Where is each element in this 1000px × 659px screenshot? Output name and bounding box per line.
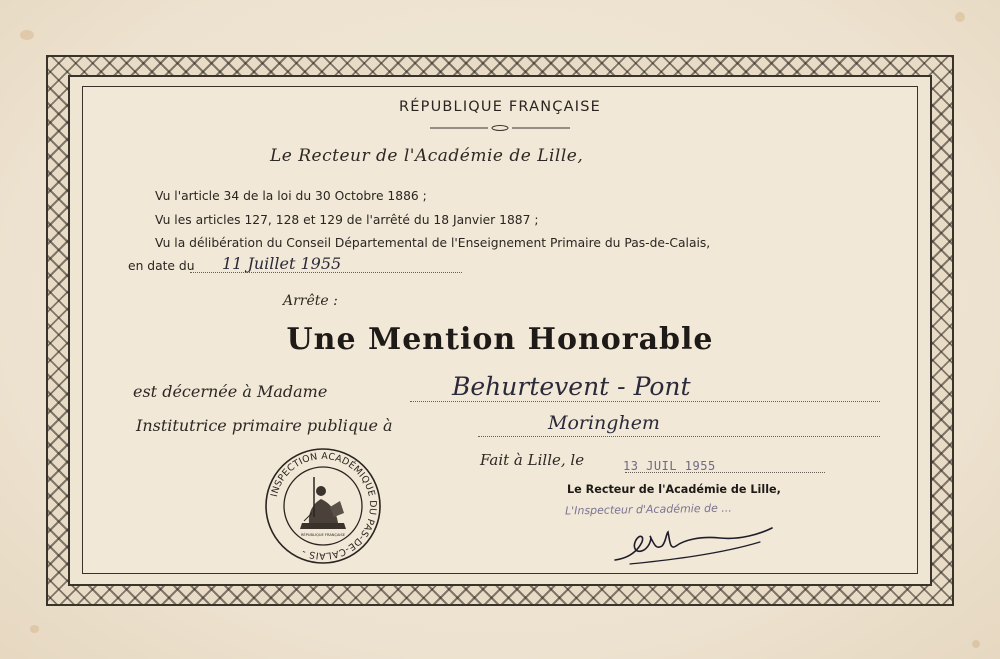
issuer-line: Le Recteur de l'Académie de Lille, — [270, 146, 584, 166]
date-label: en date du — [128, 259, 195, 273]
academy-seal — [264, 447, 382, 565]
heading-ornament — [430, 124, 570, 132]
recital-3: Vu la délibération du Conseil Départemental de l'Enseignement Primaire du Pas-de-Calais, — [155, 236, 711, 250]
position-label: Institutrice primaire publique à — [136, 416, 393, 435]
deliberation-date: 11 Juillet 1955 — [222, 254, 342, 273]
commune-name: Moringhem — [548, 412, 660, 434]
date-stamp: 13 JUIL 1955 — [623, 459, 716, 473]
recital-1: Vu l'article 34 de la loi du 30 Octobre 1886 ; — [155, 189, 427, 203]
stain — [30, 625, 39, 633]
stain — [972, 640, 980, 648]
commune-dotted-line — [478, 436, 880, 437]
handwritten-signature — [610, 520, 780, 570]
certificate-title: Une Mention Honorable — [286, 322, 714, 357]
stain — [955, 12, 965, 22]
arrete-label: Arrête : — [283, 293, 338, 309]
signer-title: Le Recteur de l'Académie de Lille, — [567, 483, 781, 496]
awarded-to-label: est décernée à Madame — [133, 382, 328, 401]
stain — [20, 30, 34, 40]
marianne-figure-icon — [300, 477, 346, 529]
recital-2: Vu les articles 127, 128 et 129 de l'arrêté du 18 Janvier 1887 ; — [155, 213, 539, 227]
place-date-label: Fait à Lille, le — [480, 451, 585, 469]
recipient-name: Behurtevent - Pont — [452, 372, 691, 401]
name-dotted-line — [410, 401, 880, 402]
republic-heading: RÉPUBLIQUE FRANÇAISE — [399, 99, 601, 115]
inspector-stamp: L'Inspecteur d'Académie de ... — [564, 501, 732, 518]
svg-text:INSPECTION ACADÉMIQUE DU PAS-D: INSPECTION ACADÉMIQUE DU PAS-DE-CALAIS - — [268, 450, 379, 562]
svg-text:RÉPUBLIQUE FRANÇAISE: RÉPUBLIQUE FRANÇAISE — [300, 533, 346, 537]
